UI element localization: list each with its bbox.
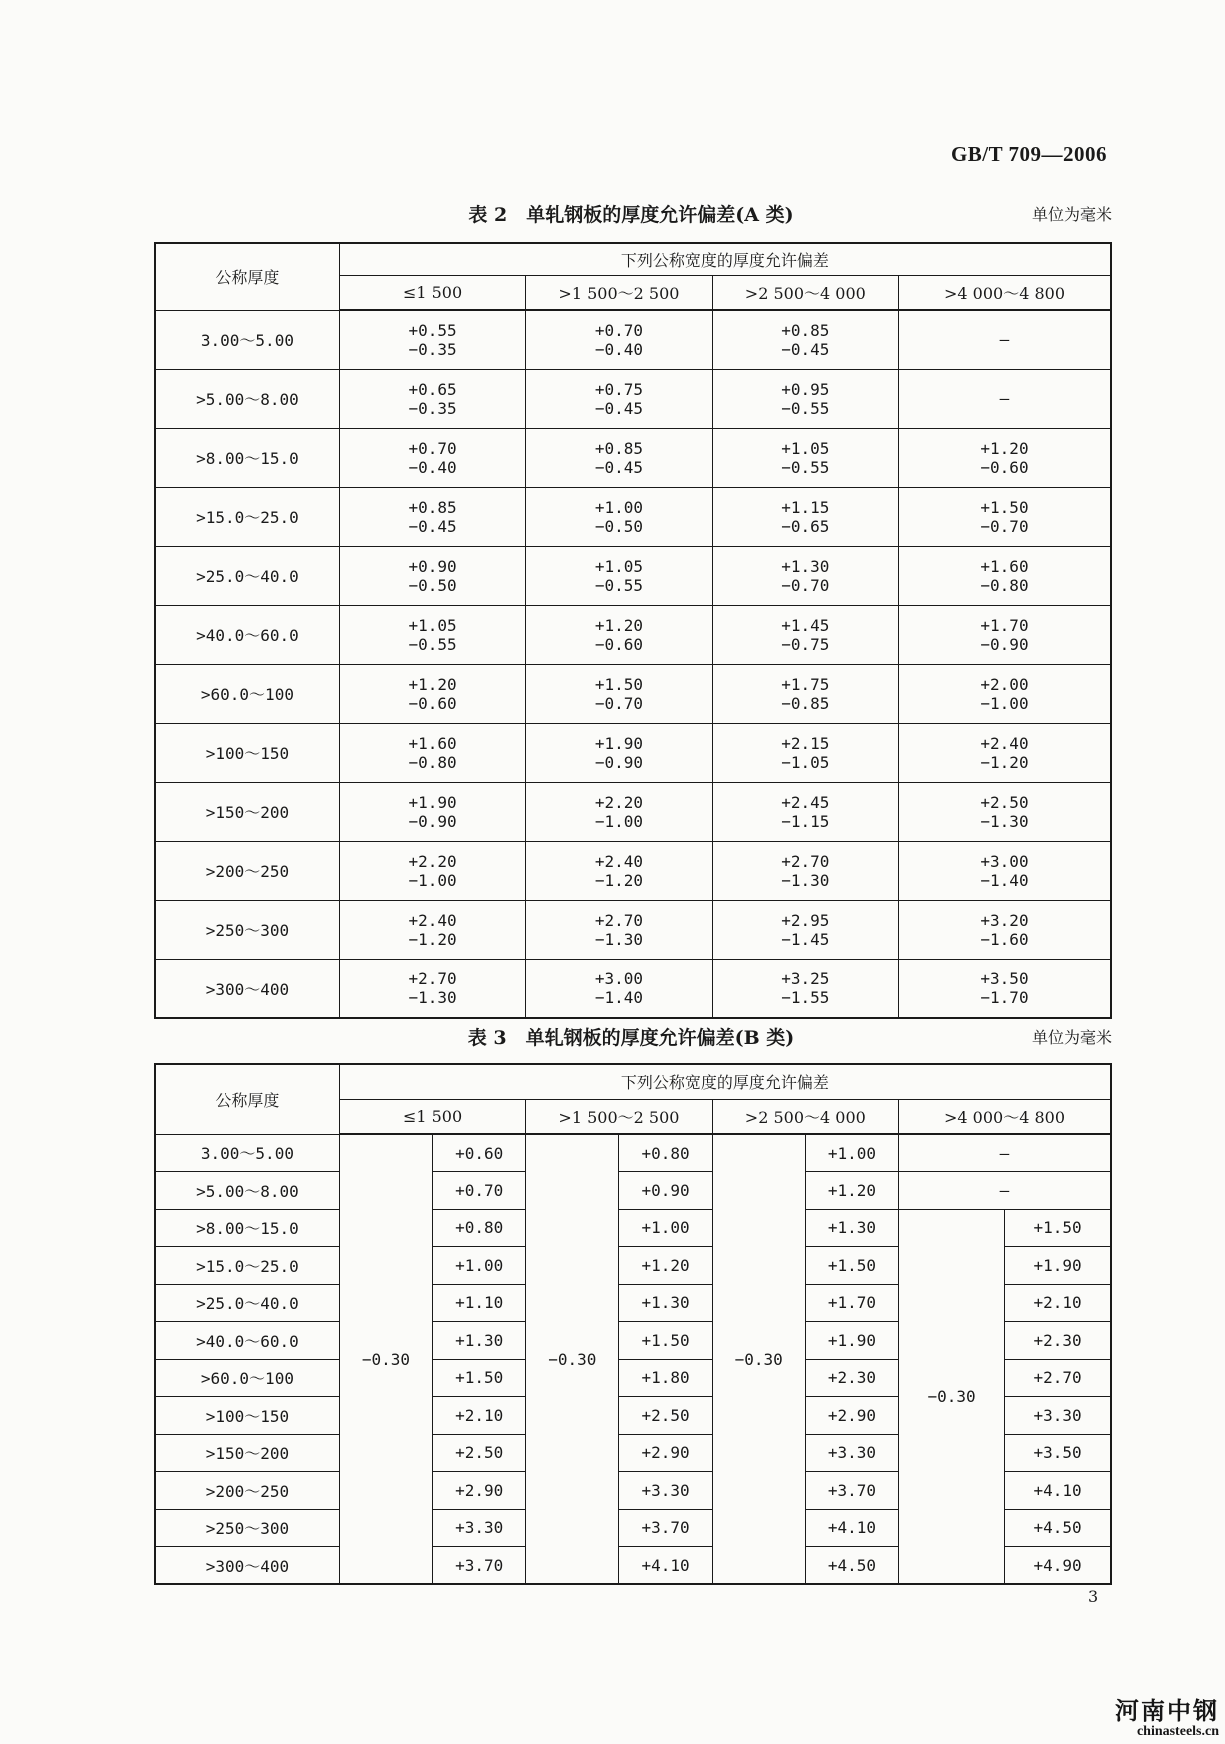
upper-deviation: +4.90: [1005, 1547, 1111, 1585]
width-header: >1 500～2 500: [526, 275, 712, 310]
deviation-cell: [712, 605, 898, 664]
lower-deviation: −1.30: [408, 988, 457, 1008]
deviation-cell: [712, 369, 898, 428]
lower-deviation: −0.45: [781, 339, 830, 359]
thickness-cell: 3.00～5.00: [155, 310, 339, 369]
thickness-cell: >100～150: [155, 723, 339, 782]
upper-deviation: +3.50: [1005, 1434, 1111, 1472]
upper-deviation: +2.50: [980, 792, 1029, 812]
lower-deviation: −0.70: [594, 693, 644, 713]
thickness-cell: >5.00～8.00: [155, 369, 339, 428]
thickness-cell: >40.0～60.0: [155, 1322, 339, 1360]
upper-deviation: +2.50: [433, 1434, 526, 1472]
lower-deviation: −0.45: [594, 398, 644, 418]
upper-deviation: +1.00: [805, 1134, 898, 1172]
width-header: >4 000～4 800: [899, 1099, 1112, 1134]
lower-deviation: −1.30: [594, 929, 644, 949]
thickness-cell: >15.0～25.0: [155, 487, 339, 546]
lower-deviation: −1.20: [980, 752, 1029, 772]
upper-deviation: +2.10: [433, 1397, 526, 1435]
deviation-cell: [339, 428, 525, 487]
upper-deviation: +3.30: [1005, 1397, 1111, 1435]
upper-deviation: +0.70: [408, 438, 457, 458]
upper-deviation: +2.90: [805, 1397, 898, 1435]
upper-deviation: +0.90: [619, 1172, 712, 1210]
upper-deviation: +1.80: [619, 1359, 712, 1397]
width-header: >2 500～4 000: [712, 1099, 898, 1134]
upper-deviation: +1.90: [408, 792, 457, 812]
table-3-caption-bar: [150, 1023, 1112, 1053]
upper-deviation: +1.90: [594, 733, 644, 753]
upper-deviation: +2.40: [594, 851, 644, 871]
upper-deviation: +3.30: [805, 1434, 898, 1472]
lower-deviation: −1.40: [594, 988, 644, 1008]
deviation-cell: [526, 605, 712, 664]
table-2-title: 表 2 单轧钢板的厚度允许偏差(A 类): [468, 204, 794, 226]
table-row: [155, 782, 1111, 841]
lower-deviation: −0.50: [594, 516, 644, 536]
upper-deviation: +2.40: [980, 733, 1029, 753]
deviation-dash: —: [899, 369, 1112, 428]
lower-deviation: −1.15: [781, 811, 830, 831]
upper-deviation: +3.25: [781, 969, 830, 989]
upper-deviation: +1.50: [1005, 1209, 1111, 1247]
width-header: ≤1 500: [339, 275, 525, 310]
lower-deviation: −0.40: [594, 339, 644, 359]
watermark: [1115, 1698, 1219, 1740]
watermark-domain: chinasteels.cn: [1136, 1724, 1219, 1739]
thickness-cell: >8.00～15.0: [155, 428, 339, 487]
upper-deviation: +3.20: [980, 910, 1029, 930]
deviation-cell: [899, 428, 1112, 487]
upper-deviation: +2.15: [781, 733, 830, 753]
upper-deviation: +1.75: [781, 674, 830, 694]
upper-deviation: +1.50: [594, 674, 644, 694]
thickness-cell: >150～200: [155, 1434, 339, 1472]
thickness-cell: >150～200: [155, 782, 339, 841]
table-3-unit: 单位为毫米: [1031, 1028, 1112, 1047]
deviation-cell: [339, 546, 525, 605]
upper-deviation: +2.50: [619, 1397, 712, 1435]
upper-deviation: +0.85: [781, 320, 830, 340]
deviation-cell: [712, 310, 898, 369]
upper-deviation: +0.55: [408, 320, 457, 340]
table-row: [155, 841, 1111, 900]
deviation-cell: [899, 782, 1112, 841]
thickness-cell: >250～300: [155, 900, 339, 959]
width-header: >4 000～4 800: [899, 275, 1112, 310]
deviation-cell: [526, 841, 712, 900]
upper-deviation: +1.90: [805, 1322, 898, 1360]
upper-deviation: +4.10: [1005, 1472, 1111, 1510]
table-row: [155, 664, 1111, 723]
table-row: [155, 1172, 1111, 1210]
thickness-cell: >300～400: [155, 959, 339, 1018]
table-row: [155, 369, 1111, 428]
upper-deviation: +3.00: [594, 969, 644, 989]
upper-deviation: +1.30: [805, 1209, 898, 1247]
deviation-cell: [899, 841, 1112, 900]
upper-deviation: +0.90: [408, 556, 457, 576]
deviation-cell: [339, 605, 525, 664]
table-row: [155, 428, 1111, 487]
lower-deviation: −1.70: [980, 988, 1029, 1008]
deviation-cell: [712, 900, 898, 959]
table-row: [155, 310, 1111, 369]
deviation-cell: [526, 487, 712, 546]
lower-deviation: −0.35: [408, 339, 457, 359]
upper-deviation: +1.20: [805, 1172, 898, 1210]
upper-deviation: +3.30: [433, 1509, 526, 1547]
width-group-header: 下列公称宽度的厚度允许偏差: [339, 1064, 1111, 1099]
thickness-cell: >300～400: [155, 1547, 339, 1585]
deviation-cell: [899, 900, 1112, 959]
width-header: >2 500～4 000: [712, 275, 898, 310]
lower-deviation: −0.90: [980, 634, 1029, 654]
upper-deviation: +0.85: [594, 438, 644, 458]
lower-deviation: −0.30: [526, 1134, 619, 1584]
thickness-cell: >60.0～100: [155, 664, 339, 723]
thickness-cell: >100～150: [155, 1397, 339, 1435]
lower-deviation: −0.55: [781, 398, 830, 418]
table-2: [154, 242, 1112, 1019]
deviation-cell: [526, 546, 712, 605]
deviation-cell: [339, 723, 525, 782]
upper-deviation: +0.75: [594, 379, 644, 399]
thickness-header: 公称厚度: [155, 1064, 339, 1134]
upper-deviation: +1.15: [781, 497, 830, 517]
table-2-caption-bar: [150, 200, 1112, 230]
upper-deviation: +1.30: [433, 1322, 526, 1360]
upper-deviation: +1.90: [1005, 1247, 1111, 1285]
deviation-cell: [712, 782, 898, 841]
lower-deviation: −0.30: [899, 1209, 1005, 1584]
upper-deviation: +0.70: [433, 1172, 526, 1210]
table-row: [155, 1209, 1111, 1247]
lower-deviation: −0.55: [408, 634, 457, 654]
table-3: [154, 1063, 1112, 1585]
width-header: >1 500～2 500: [526, 1099, 712, 1134]
upper-deviation: +2.45: [781, 792, 830, 812]
upper-deviation: +3.30: [619, 1472, 712, 1510]
lower-deviation: −0.90: [408, 811, 457, 831]
lower-deviation: −1.00: [980, 693, 1029, 713]
thickness-cell: >15.0～25.0: [155, 1247, 339, 1285]
deviation-dash: —: [899, 1172, 1112, 1210]
upper-deviation: +1.50: [980, 497, 1029, 517]
lower-deviation: −0.90: [594, 752, 644, 772]
upper-deviation: +2.10: [1005, 1284, 1111, 1322]
deviation-cell: [899, 664, 1112, 723]
upper-deviation: +0.85: [408, 497, 457, 517]
upper-deviation: +1.20: [980, 438, 1029, 458]
thickness-cell: >200～250: [155, 841, 339, 900]
lower-deviation: −0.30: [712, 1134, 805, 1584]
table-row: [155, 723, 1111, 782]
deviation-cell: [899, 487, 1112, 546]
thickness-cell: >60.0～100: [155, 1359, 339, 1397]
upper-deviation: +1.00: [433, 1247, 526, 1285]
deviation-cell: [526, 310, 712, 369]
upper-deviation: +4.50: [805, 1547, 898, 1585]
upper-deviation: +2.40: [408, 910, 457, 930]
upper-deviation: +2.90: [619, 1434, 712, 1472]
lower-deviation: −1.20: [408, 929, 457, 949]
deviation-cell: [712, 487, 898, 546]
lower-deviation: −1.20: [594, 870, 644, 890]
thickness-header: 公称厚度: [155, 243, 339, 310]
lower-deviation: −1.05: [781, 752, 830, 772]
table-row: [155, 900, 1111, 959]
upper-deviation: +2.95: [781, 910, 830, 930]
lower-deviation: −1.00: [594, 811, 644, 831]
lower-deviation: −1.30: [980, 811, 1029, 831]
lower-deviation: −0.65: [781, 516, 830, 536]
deviation-cell: [526, 782, 712, 841]
lower-deviation: −0.55: [781, 457, 830, 477]
width-header: ≤1 500: [339, 1099, 525, 1134]
upper-deviation: +2.90: [433, 1472, 526, 1510]
upper-deviation: +1.20: [594, 615, 644, 635]
deviation-cell: [339, 487, 525, 546]
lower-deviation: −1.55: [781, 988, 830, 1008]
deviation-cell: [712, 546, 898, 605]
upper-deviation: +1.45: [781, 615, 830, 635]
upper-deviation: +0.80: [433, 1209, 526, 1247]
upper-deviation: +1.50: [619, 1322, 712, 1360]
standard-code: GB/T 709—2006: [950, 142, 1107, 166]
table-3-title: 表 3 单轧钢板的厚度允许偏差(B 类): [467, 1027, 795, 1049]
lower-deviation: −0.50: [408, 575, 457, 595]
deviation-cell: [339, 310, 525, 369]
deviation-cell: [712, 428, 898, 487]
thickness-cell: >5.00～8.00: [155, 1172, 339, 1210]
upper-deviation: +0.65: [408, 379, 457, 399]
deviation-cell: [526, 959, 712, 1018]
upper-deviation: +1.60: [408, 733, 457, 753]
upper-deviation: +1.50: [805, 1247, 898, 1285]
upper-deviation: +1.70: [980, 615, 1029, 635]
deviation-cell: [899, 959, 1112, 1018]
upper-deviation: +2.70: [1005, 1359, 1111, 1397]
deviation-cell: [339, 959, 525, 1018]
upper-deviation: +1.05: [594, 556, 644, 576]
upper-deviation: +1.20: [408, 674, 457, 694]
lower-deviation: −1.30: [781, 870, 830, 890]
upper-deviation: +1.00: [619, 1209, 712, 1247]
table-row: [155, 959, 1111, 1018]
deviation-cell: [339, 369, 525, 428]
upper-deviation: +3.70: [619, 1509, 712, 1547]
lower-deviation: −1.60: [980, 929, 1029, 949]
deviation-cell: [712, 959, 898, 1018]
upper-deviation: +1.05: [408, 615, 457, 635]
deviation-dash: —: [899, 310, 1112, 369]
lower-deviation: −0.60: [594, 634, 644, 654]
upper-deviation: +0.80: [619, 1134, 712, 1172]
thickness-cell: 3.00～5.00: [155, 1134, 339, 1172]
lower-deviation: −0.70: [980, 516, 1029, 536]
upper-deviation: +1.30: [781, 556, 830, 576]
lower-deviation: −1.40: [980, 870, 1029, 890]
table-row: [155, 605, 1111, 664]
upper-deviation: +1.00: [594, 497, 644, 517]
page-number: 3: [1088, 1587, 1099, 1606]
deviation-cell: [899, 605, 1112, 664]
upper-deviation: +1.20: [619, 1247, 712, 1285]
lower-deviation: −0.75: [781, 634, 830, 654]
table-2-unit: 单位为毫米: [1031, 205, 1112, 224]
thickness-cell: >200～250: [155, 1472, 339, 1510]
thickness-cell: >25.0～40.0: [155, 546, 339, 605]
upper-deviation: +2.70: [781, 851, 830, 871]
upper-deviation: +2.30: [1005, 1322, 1111, 1360]
deviation-cell: [526, 664, 712, 723]
deviation-cell: [526, 900, 712, 959]
deviation-cell: [339, 900, 525, 959]
deviation-cell: [712, 841, 898, 900]
deviation-cell: [712, 723, 898, 782]
upper-deviation: +0.95: [781, 379, 830, 399]
lower-deviation: −0.45: [594, 457, 644, 477]
table-row: [155, 1134, 1111, 1172]
deviation-cell: [712, 664, 898, 723]
table-row: [155, 546, 1111, 605]
deviation-cell: [339, 782, 525, 841]
deviation-cell: [899, 723, 1112, 782]
table-row: [155, 487, 1111, 546]
upper-deviation: +4.10: [619, 1547, 712, 1585]
upper-deviation: +2.70: [408, 969, 457, 989]
deviation-cell: [526, 369, 712, 428]
lower-deviation: −1.45: [781, 929, 830, 949]
thickness-cell: >250～300: [155, 1509, 339, 1547]
deviation-cell: [339, 664, 525, 723]
thickness-cell: >40.0～60.0: [155, 605, 339, 664]
upper-deviation: +1.60: [980, 556, 1029, 576]
lower-deviation: −0.30: [339, 1134, 432, 1584]
lower-deviation: −0.60: [980, 457, 1029, 477]
lower-deviation: −0.40: [408, 457, 457, 477]
upper-deviation: +2.20: [594, 792, 644, 812]
deviation-cell: [339, 841, 525, 900]
upper-deviation: +1.10: [433, 1284, 526, 1322]
lower-deviation: −1.00: [408, 870, 457, 890]
upper-deviation: +1.30: [619, 1284, 712, 1322]
lower-deviation: −0.55: [594, 575, 644, 595]
thickness-cell: >8.00～15.0: [155, 1209, 339, 1247]
upper-deviation: +4.10: [805, 1509, 898, 1547]
upper-deviation: +3.70: [805, 1472, 898, 1510]
width-group-header: 下列公称宽度的厚度允许偏差: [339, 243, 1111, 275]
deviation-cell: [899, 546, 1112, 605]
upper-deviation: +0.70: [594, 320, 644, 340]
upper-deviation: +4.50: [1005, 1509, 1111, 1547]
watermark-chinese: 河南中钢: [1115, 1697, 1219, 1725]
lower-deviation: −0.35: [408, 398, 457, 418]
lower-deviation: −0.80: [980, 575, 1029, 595]
upper-deviation: +1.70: [805, 1284, 898, 1322]
upper-deviation: +2.00: [980, 674, 1029, 694]
upper-deviation: +3.50: [980, 969, 1029, 989]
lower-deviation: −0.70: [781, 575, 830, 595]
upper-deviation: +2.30: [805, 1359, 898, 1397]
upper-deviation: +2.20: [408, 851, 457, 871]
lower-deviation: −0.85: [781, 693, 830, 713]
deviation-dash: —: [899, 1134, 1112, 1172]
deviation-cell: [526, 723, 712, 782]
upper-deviation: +3.70: [433, 1547, 526, 1585]
lower-deviation: −0.45: [408, 516, 457, 536]
thickness-cell: >25.0～40.0: [155, 1284, 339, 1322]
upper-deviation: +0.60: [433, 1134, 526, 1172]
deviation-cell: [526, 428, 712, 487]
lower-deviation: −0.80: [408, 752, 457, 772]
upper-deviation: +1.50: [433, 1359, 526, 1397]
upper-deviation: +1.05: [781, 438, 830, 458]
lower-deviation: −0.60: [408, 693, 457, 713]
upper-deviation: +3.00: [980, 851, 1029, 871]
upper-deviation: +2.70: [594, 910, 644, 930]
